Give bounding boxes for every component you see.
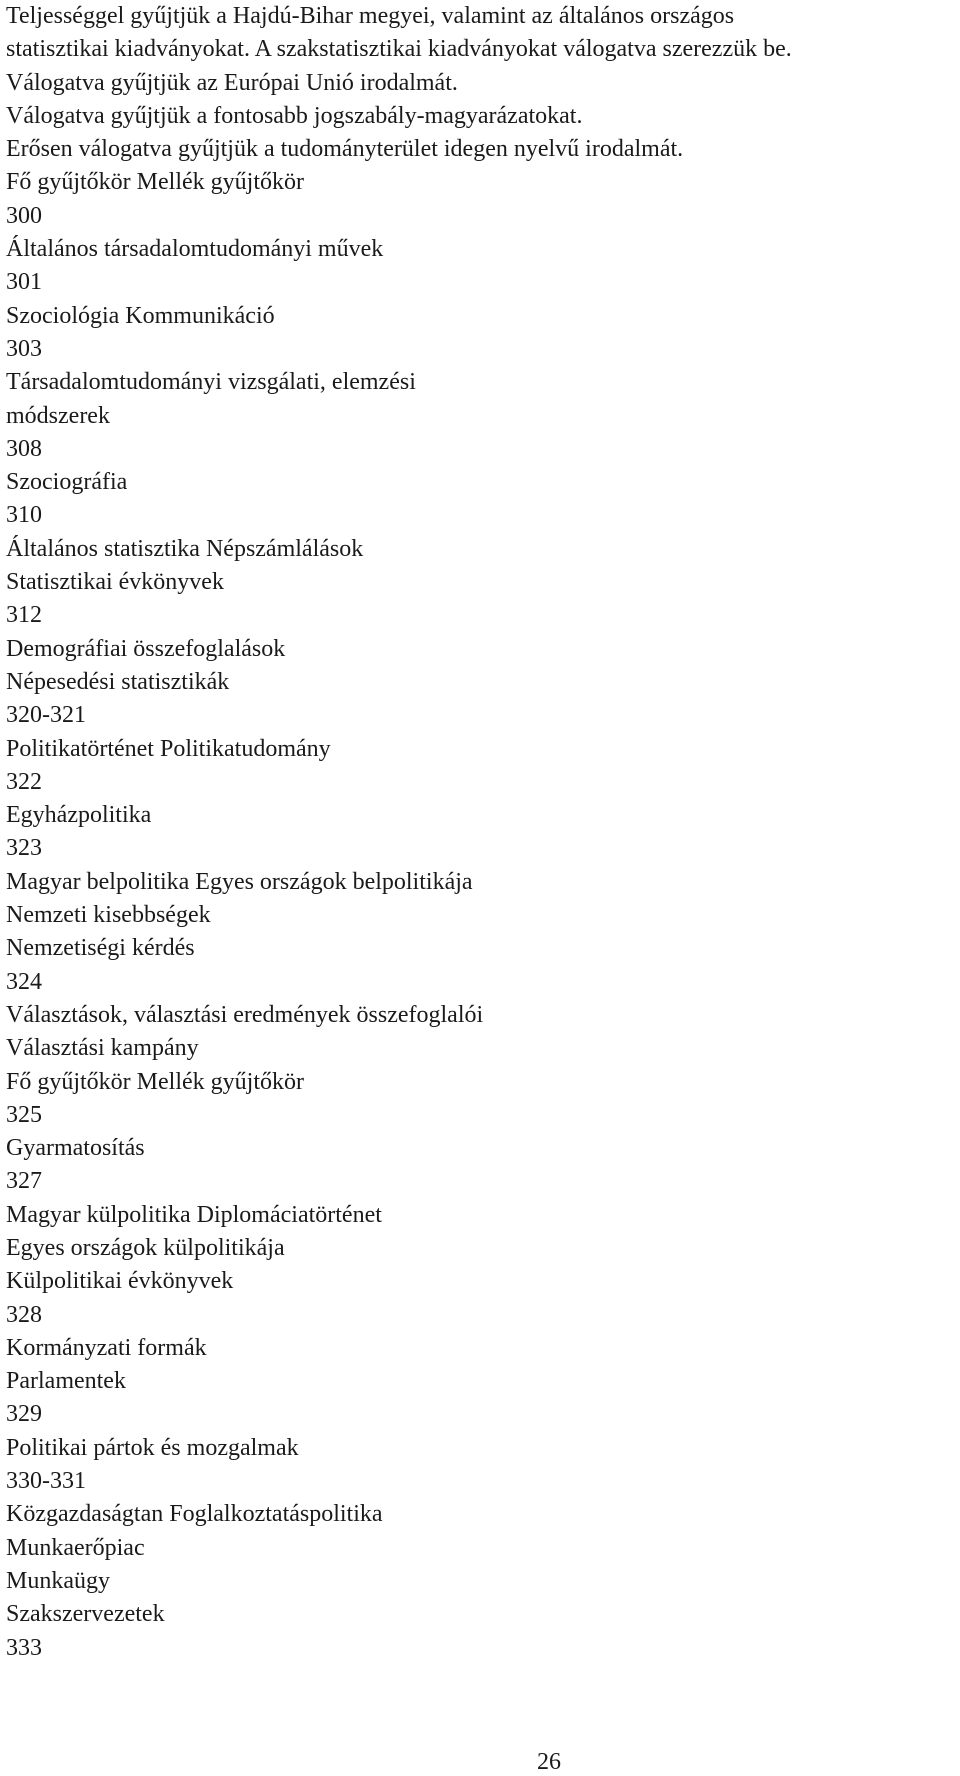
class-label: Népesedési statisztikák [6,668,230,695]
class-label: Egyházpolitika [6,802,152,829]
text-line: Erősen válogatva gyűjtjük a tudományterület idegen nyelvű irodalmát. [6,136,684,163]
class-label: Parlamentek [6,1368,126,1395]
class-number: 329 [6,1401,42,1428]
class-label: Szociológia Kommunikáció [6,302,275,329]
text-line: Válogatva gyűjtjük a fontosabb jogszabály-magyarázatokat. [6,102,583,129]
class-label: Választási kampány [6,1035,199,1062]
class-label: módszerek [6,402,110,429]
class-label: Kormányzati formák [6,1334,207,1361]
class-label: Politikai pártok és mozgalmak [6,1434,299,1461]
class-number: 330-331 [6,1468,86,1495]
class-number: 301 [6,269,42,296]
class-number: 328 [6,1301,42,1328]
class-number: 300 [6,202,42,229]
column-header-line: Fő gyűjtőkör Mellék gyűjtőkör [6,169,304,196]
class-number: 303 [6,335,42,362]
class-label: Egyes országok külpolitikája [6,1234,285,1261]
text-line: Teljességgel gyűjtjük a Hajdú-Bihar megyei, valamint az általános országos [6,3,735,29]
class-label: Magyar külpolitika Diplomáciatörténet [6,1201,382,1228]
text-line: statisztikai kiadványokat. A szakstatisztikai kiadványokat válogatva szerezzük be. [6,36,792,63]
class-number: 327 [6,1168,42,1195]
class-number: 310 [6,502,42,529]
class-label: Külpolitikai évkönyvek [6,1268,234,1295]
class-label: Statisztikai évkönyvek [6,569,224,596]
class-label: Gyarmatosítás [6,1135,145,1162]
class-number: 324 [6,968,42,995]
class-label: Szociográfia [6,469,128,496]
class-number: 323 [6,835,42,862]
class-label: Demográfiai összefoglalások [6,635,286,662]
page-number: 26 [537,1749,561,1775]
class-label: Munkaügy [6,1567,110,1594]
class-label: Szakszervezetek [6,1601,165,1628]
class-label: Magyar belpolitika Egyes országok belpolitikája [6,868,473,895]
class-label: Politikatörténet Politikatudomány [6,735,331,762]
class-number: 308 [6,435,42,462]
class-label: Közgazdaságtan Foglalkoztatáspolitika [6,1501,383,1528]
column-header-line: Fő gyűjtőkör Mellék gyűjtőkör [6,1068,304,1095]
class-label: Nemzeti kisebbségek [6,902,211,929]
class-number: 322 [6,768,42,795]
class-number: 320-321 [6,702,86,729]
document-body [6,0,946,1665]
class-label: Választások, választási eredmények összefoglalói [6,1001,484,1028]
class-number: 325 [6,1101,42,1128]
class-label: Általános statisztika Népszámlálások [6,535,364,562]
text-line: Válogatva gyűjtjük az Európai Unió irodalmát. [6,69,458,96]
class-number: 333 [6,1634,42,1661]
class-label: Munkaerőpiac [6,1534,145,1561]
class-label: Általános társadalomtudományi művek [6,236,384,263]
class-number: 312 [6,602,42,629]
class-label: Társadalomtudományi vizsgálati, elemzési [6,369,416,396]
class-label: Nemzetiségi kérdés [6,935,195,962]
